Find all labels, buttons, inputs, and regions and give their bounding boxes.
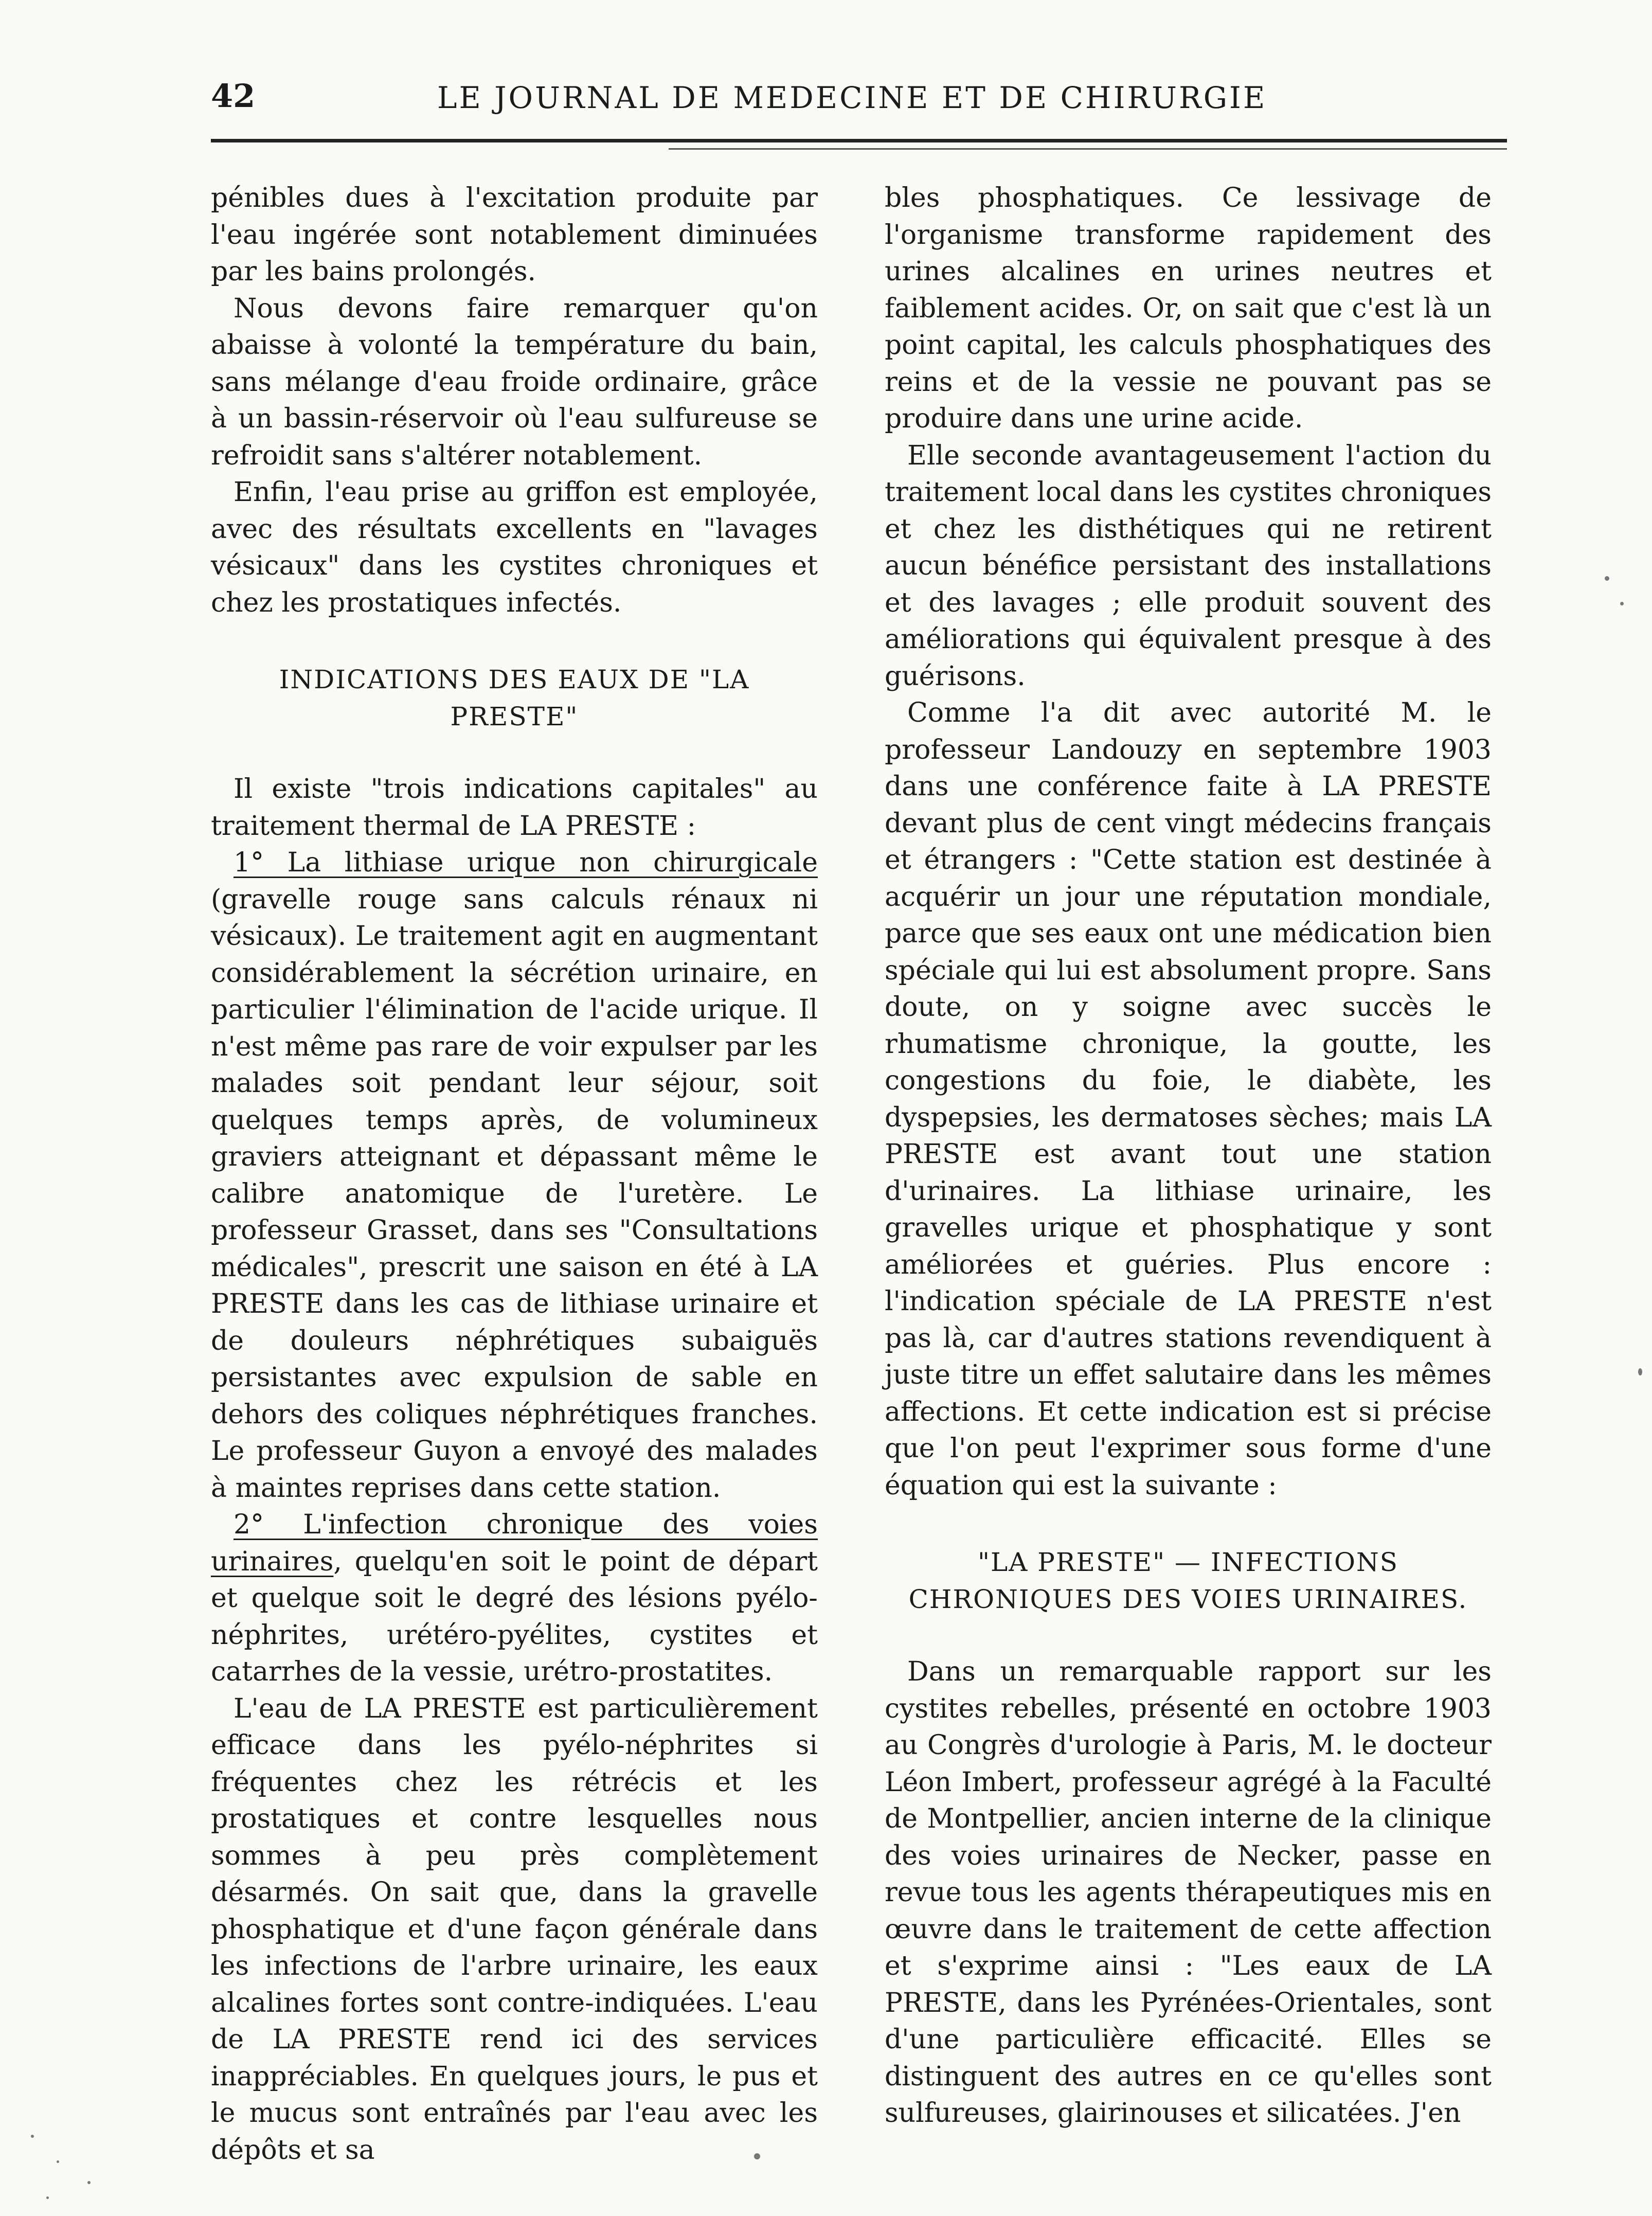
- paragraph: Dans un remarquable rapport sur les cystites rebelles, présenté en octobre 1903 au Congrès d'urologie à Paris, M. le docteur Léon Imbert, professeur agrégé à la Faculté de Montpellier, ancien interne de la clinique des voies urinaires de Necker, passe en revue tous les agents thérapeutiques mis en œuvre dans le traitement de cette affection et s'exprime ainsi : "Les eaux de LA PRESTE, dans les Pyrénées-Orientales, sont d'une particulière efficacité. Elles se distinguent des autres en ce qu'elles sont sulfureuses, glairinouses et silicatées. J'en: [885, 1656, 1492, 2129]
- paragraph: bles phosphatiques. Ce lessivage de l'organisme transforme rapidement des urines alcalines en urines neutres et faiblement acides. Or, on sait que c'est là un point capital, les calculs phosphatiques des reins et de la vessie ne pouvant pas se produire dans une urine acide.: [885, 183, 1492, 434]
- indication-text: , quelqu'en soit le point de départ et quelque soit le degré des lésions pyélo-néphrites, urétéro-pyélites, cystites et catarrhes de la vessie, urétro-prostatites.: [211, 1546, 818, 1687]
- scan-speck: [754, 2153, 760, 2159]
- paragraph: Elle seconde avantageusement l'action du traitement local dans les cystites chroniques et chez les disthétiques qui ne retirent aucun bénéfice persistant des installations et des lavages ; elle produit souvent des améliorations qui équivalent presque à des guérisons.: [885, 440, 1492, 692]
- paragraph: pénibles dues à l'excitation produite par l'eau ingérée sont notablement diminuées par les bains prolongés.: [211, 183, 818, 287]
- section-heading: "LA PRESTE" — INFECTIONS CHRONIQUES DES VOIES URINAIRES.: [908, 1547, 1468, 1614]
- scan-speck: [1638, 1368, 1642, 1375]
- scan-speck: [1605, 576, 1609, 581]
- paragraph: Enfin, l'eau prise au griffon est employée, avec des résultats excellents en "lavages vésicaux" dans les cystites chroniques et chez les prostatiques infectés.: [211, 477, 818, 618]
- indication-title: 2° L'infection chronique des voies urinaires: [211, 1509, 818, 1577]
- page-header: [211, 77, 1507, 134]
- right-column: [885, 180, 1492, 2132]
- section-heading: INDICATIONS DES EAUX DE "LA PRESTE": [279, 665, 750, 731]
- left-column: [211, 180, 818, 2169]
- indication-text: (gravelle rouge sans calculs rénaux ni vésicaux). Le traitement agit en augmentant considérablement la sécrétion urinaire, en particulier l'élimination de l'acide urique. Il n'est même pas rare de voir expulser par les malades soit pendant leur séjour, soit quelques temps après, de volumineux graviers atteignant et dépassant même le calibre anatomique de l'uretère. Le professeur Grasset, dans ses "Consultations médicales", prescrit une saison en été à LA PRESTE dans les cas de lithiase urinaire et de douleurs néphrétiques subaiguës persistantes avec expulsion de sable en dehors des coliques néphrétiques franches. Le professeur Guyon a envoyé des malades à maintes reprises dans cette station.: [211, 884, 818, 1504]
- running-title: LE JOURNAL DE MEDECINE ET DE CHIRURGIE: [437, 80, 1267, 115]
- scan-speck: [57, 2160, 59, 2163]
- scan-speck: [46, 2196, 49, 2199]
- scan-speck: [87, 2181, 91, 2184]
- indication-title: 1° La lithiase urique non chirurgicale: [234, 847, 818, 878]
- header-rule-thin: [669, 148, 1507, 150]
- paragraph: Nous devons faire remarquer qu'on abaisse à volonté la température du bain, sans mélange d'eau froide ordinaire, grâce à un bassin-réservoir où l'eau sulfureuse se refroidit sans s'altérer notablement.: [211, 293, 818, 471]
- paragraph: Il existe "trois indications capitales" au traitement thermal de LA PRESTE :: [211, 774, 818, 842]
- scan-speck: [31, 2135, 34, 2138]
- indication-item-2: [211, 1507, 818, 1691]
- page-number: 42: [211, 77, 256, 115]
- paragraph: L'eau de LA PRESTE est particulièrement efficace dans les pyélo-néphrites si fréquentes chez les rétrécis et les prostatiques et contre lesquelles nous sommes à peu près complètement désarmés. On sait que, dans la gravelle phosphatique et d'une façon générale dans les infections de l'arbre urinaire, les eaux alcalines fortes sont contre-indiquées. L'eau de LA PRESTE rend ici des services inappréciables. En quelques jours, le pus et le mucus sont entraînés par l'eau avec les dépôts et sa: [211, 1693, 818, 2166]
- scan-speck: [1620, 602, 1624, 605]
- indication-item-1: [211, 845, 818, 1507]
- header-rule: [211, 139, 1507, 142]
- paragraph: Comme l'a dit avec autorité M. le professeur Landouzy en septembre 1903 dans une conférence faite à LA PRESTE devant plus de cent vingt médecins français et étrangers : "Cette station est destinée à acquérir un jour une réputation mondiale, parce que ses eaux ont une médication bien spéciale qui lui est absolument propre. Sans doute, on y soigne avec succès le rhumatisme chronique, la goutte, les congestions du foie, le diabète, les dyspepsies, les dermatoses sèches; mais LA PRESTE est avant tout une station d'urinaires. La lithiase urinaire, les gravelles urique et phosphatique y sont améliorées et guéries. Plus encore : l'indication spéciale de LA PRESTE n'est pas là, car d'autres stations revendiquent à juste titre un effet salutaire dans les mêmes affections. Et cette indication est si précise que l'on peut l'exprimer sous forme d'une équation qui est la suivante :: [885, 698, 1492, 1501]
